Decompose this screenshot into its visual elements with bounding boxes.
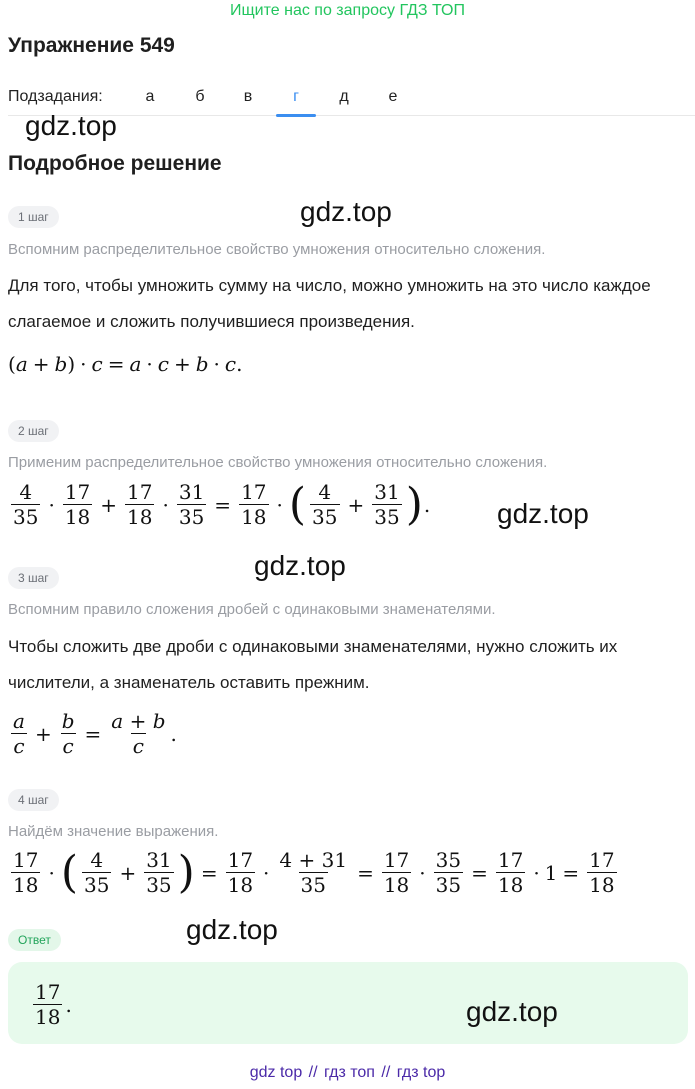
answer-formula: $\frac{17}{18}$ . bbox=[35, 980, 72, 1029]
answer-numerator: 17 bbox=[35, 980, 61, 1004]
footer-links bbox=[0, 1064, 695, 1082]
step-hint: Применим распределительное свойство умножения относительно сложения. bbox=[8, 454, 548, 471]
step-badge: 3 шаг bbox=[8, 567, 59, 589]
subtask-tab-b[interactable]: б bbox=[195, 88, 205, 105]
watermark: gdz.top bbox=[497, 498, 589, 529]
subtask-tab-a[interactable]: а bbox=[145, 88, 155, 105]
watermark: gdz.top bbox=[25, 110, 117, 141]
section-title: Подробное решение bbox=[8, 152, 222, 175]
step-hint: Вспомним правило сложения дробей с одинаковыми знаменателями. bbox=[8, 601, 496, 618]
page-title: Упражнение 549 bbox=[8, 34, 175, 57]
subtask-tab-d[interactable]: д bbox=[339, 88, 349, 105]
step-badge: 1 шаг bbox=[8, 206, 59, 228]
step-badge: 2 шаг bbox=[8, 420, 59, 442]
top-banner: Ищите нас по запросу ГДЗ ТОП bbox=[230, 2, 465, 19]
subtask-tab-v[interactable]: в bbox=[243, 88, 253, 105]
step-text: Для того, чтобы умножить сумму на число, можно умножить на это число каждое слагаемое и сложить получившиеся произведения. bbox=[8, 276, 651, 331]
answer-box bbox=[8, 962, 688, 1044]
subtask-tab-g[interactable]: г bbox=[276, 86, 316, 116]
formula-distributive: ( a + b ) · c = a · c + b · c . bbox=[8, 352, 243, 376]
step-hint: Найдём значение выражения. bbox=[8, 823, 219, 840]
formula-step2: $\frac{4}{35}$ · $\frac{17}{18}$ + $\frac{17}{18}$ · $\frac{31}{35}$ = $\frac{17}{18}$ · ( $\frac{4}{35}$ + $\frac{31}{35}$ ) . bbox=[13, 478, 431, 530]
footer-separator: // bbox=[308, 1064, 318, 1081]
subtasks-label: Подзадания: bbox=[8, 88, 103, 105]
watermark: gdz.top bbox=[186, 914, 278, 945]
step-text: Чтобы сложить две дроби с одинаковыми знаменателями, нужно сложить их числители, а знаменатель оставить прежним. bbox=[8, 637, 618, 692]
footer-link[interactable]: гдз top bbox=[396, 1064, 446, 1081]
step-hint: Вспомним распределительное свойство умножения относительно сложения. bbox=[8, 241, 546, 258]
answer-badge: Ответ bbox=[8, 929, 61, 951]
footer-separator: // bbox=[381, 1064, 391, 1081]
footer-link[interactable]: gdz top bbox=[249, 1064, 303, 1081]
formula-fraction-sum: $\frac{a}{c}$ + $\frac{b}{c}$ = $\frac{a + b}{c}$ . bbox=[13, 709, 177, 758]
step-badge: 4 шаг bbox=[8, 789, 59, 811]
footer-link[interactable]: гдз топ bbox=[324, 1064, 375, 1081]
formula-step4: $\frac{17}{18}$ · ( $\frac{4}{35}$ + $\frac{31}{35}$ ) = $\frac{17}{18}$ · $\frac{4 + 31}{35}$ = $\frac{17}{18}$ · $\frac{35}{35}$ = $\frac{17}{18}$ · 1 = $\frac{17}{18}$ bbox=[13, 846, 615, 898]
watermark: gdz.top bbox=[466, 996, 558, 1027]
watermark: gdz.top bbox=[254, 550, 346, 581]
watermark: gdz.top bbox=[300, 196, 392, 227]
answer-denominator: 18 bbox=[35, 1005, 61, 1029]
subtask-tab-e[interactable]: е bbox=[388, 88, 398, 105]
